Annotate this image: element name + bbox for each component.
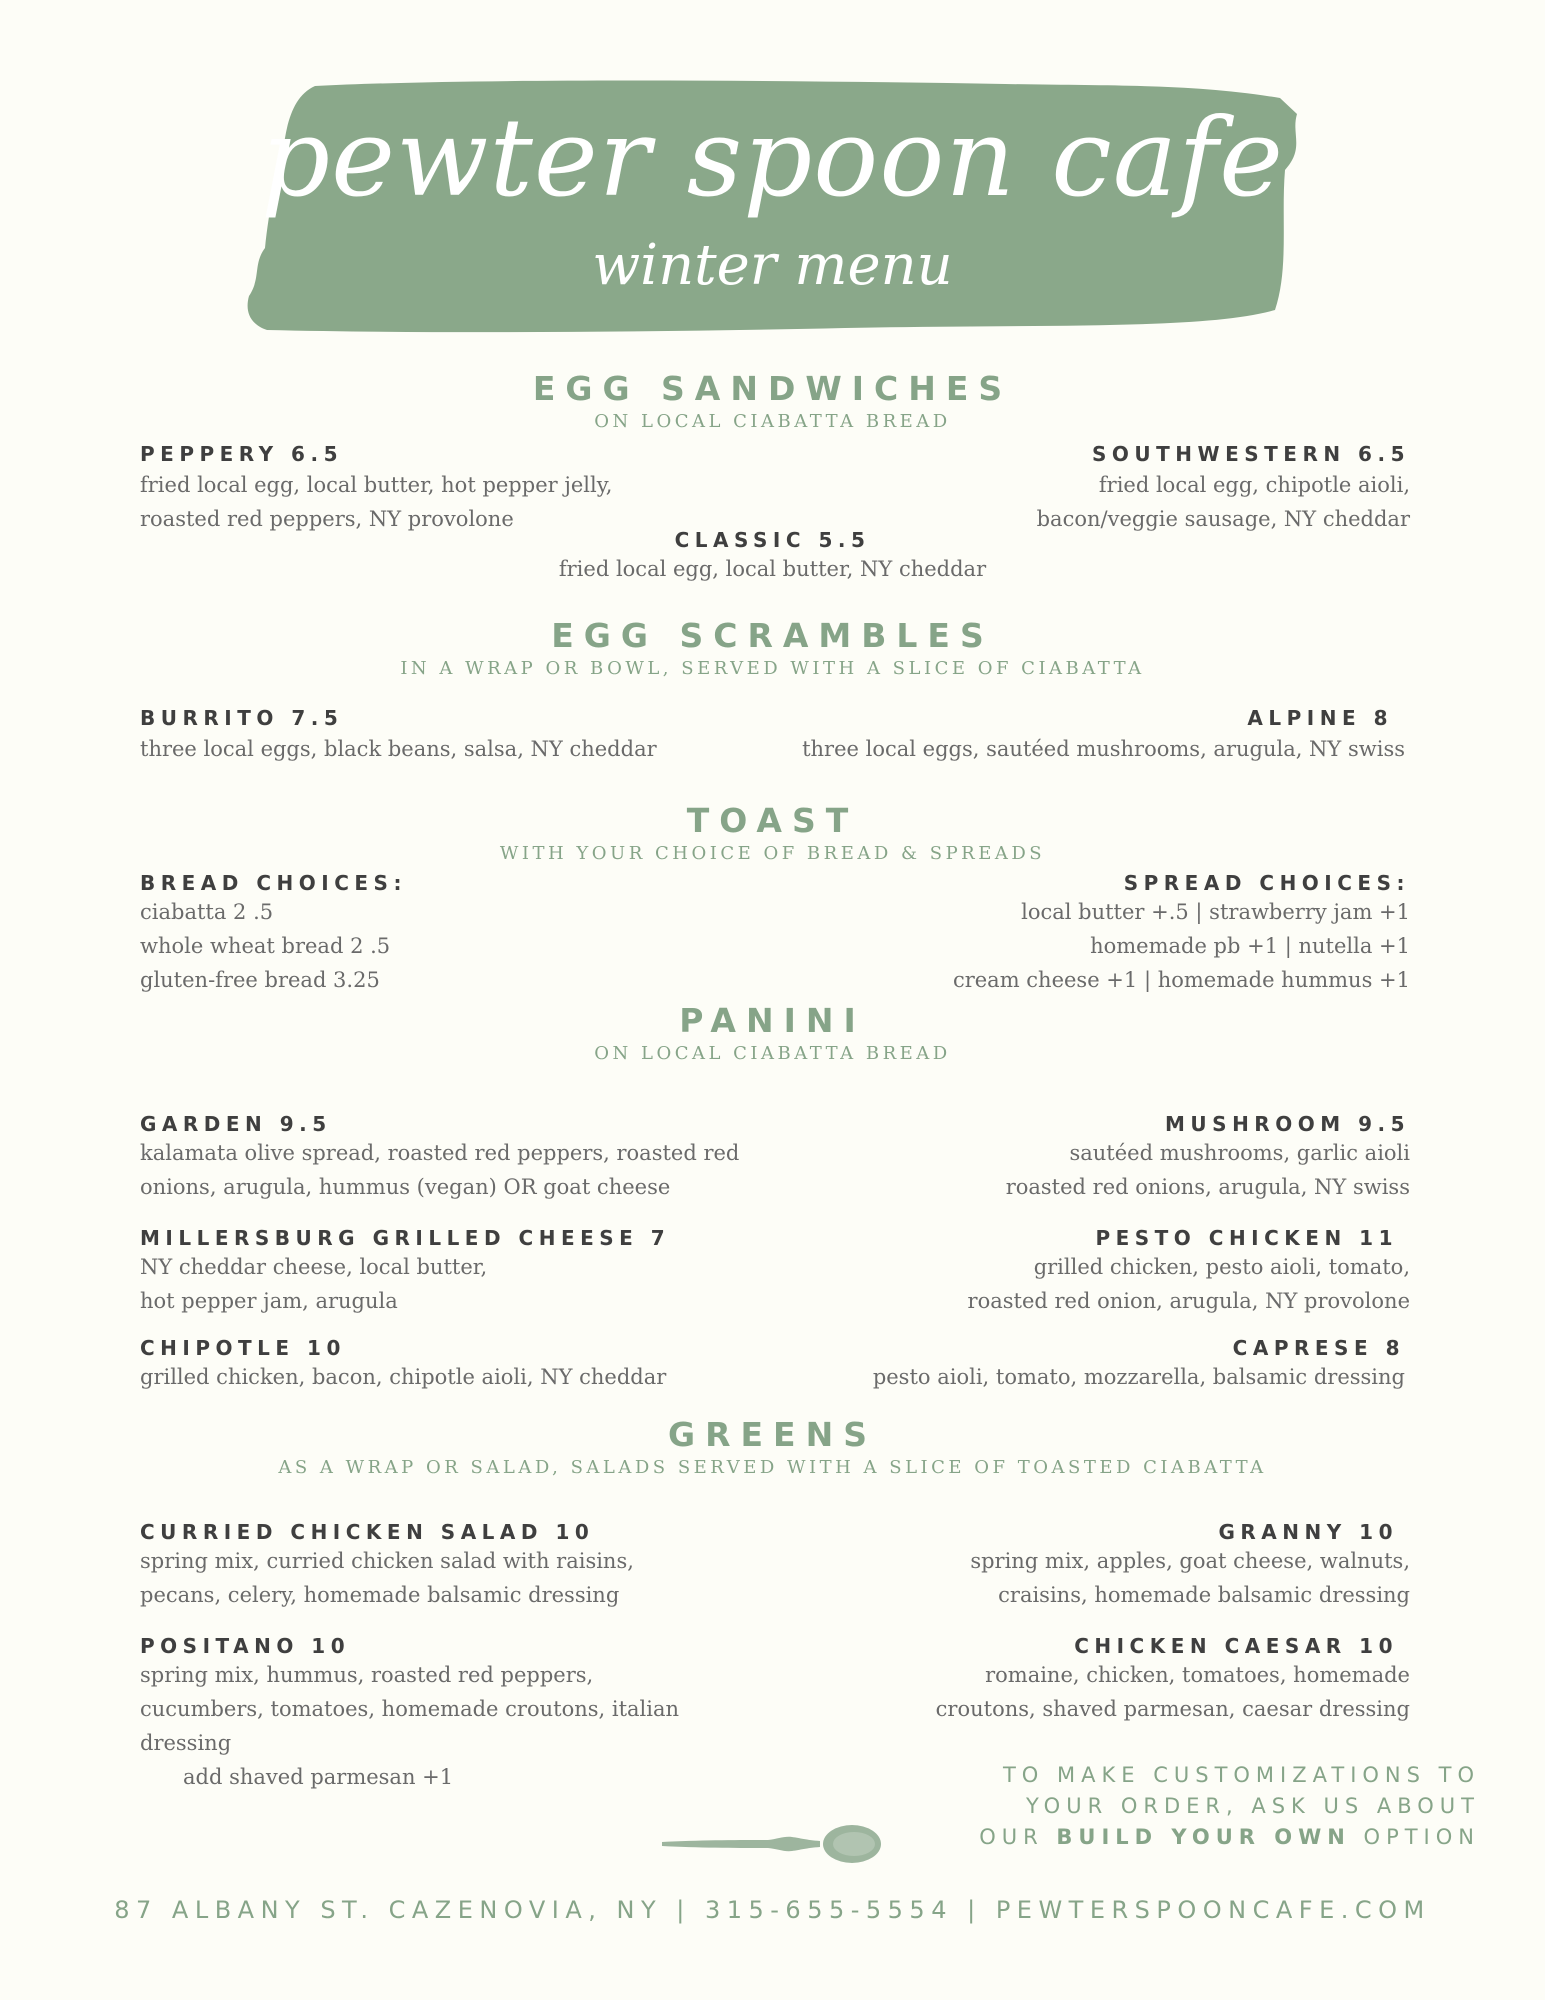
item-name: SOUTHWESTERN 6.5 [1092,442,1410,466]
section-subtitle-egg-sandwiches: ON LOCAL CIABATTA BREAD [594,411,951,432]
cafe-title: pewter spoon cafe [260,96,1284,221]
note-text: OUR [979,1825,1057,1849]
menu-item-caprese [873,1338,1405,1394]
note-line: YOUR ORDER, ASK US ABOUT [1026,1794,1480,1818]
item-name: GARDEN 9.5 [140,1112,332,1136]
item-name: CLASSIC 5.5 [674,528,871,552]
item-description: spring mix, curried chicken salad with raisins, [140,1549,634,1573]
menu-item-positano [140,1636,679,1794]
item-description: three local eggs, black beans, salsa, NY cheddar [140,737,657,761]
menu-item-classic [0,530,1545,586]
item-description: craisins, homemade balsamic dressing [998,1583,1410,1607]
section-subtitle-greens: AS A WRAP OR SALAD, SALADS SERVED WITH A SLICE OF TOASTED CIABATTA [278,1457,1267,1478]
menu-item-spread-choices [953,873,1410,997]
menu-item-millersburg [140,1228,670,1318]
item-description: sautéed mushrooms, garlic aioli [1069,1141,1410,1165]
item-description: fried local egg, local butter, hot pepper jelly, [140,473,613,497]
section-subtitle-egg-scrambles: IN A WRAP OR BOWL, SERVED WITH A SLICE OF CIABATTA [400,658,1145,679]
menu-item-garden [140,1114,739,1204]
item-description: cucumbers, tomatoes, homemade croutons, italian [140,1697,680,1721]
item-description: romaine, chicken, tomatoes, homemade [985,1663,1410,1687]
customization-note [979,1760,1480,1853]
item-name: MUSHROOM 9.5 [1165,1112,1410,1136]
menu-item-pesto-chicken [968,1228,1410,1318]
item-description: whole wheat bread 2 .5 [140,934,391,958]
item-description: kalamata olive spread, roasted red peppers, roasted red [140,1141,740,1165]
menu-item-peppery [140,444,612,536]
footer-contact: 87 ALBANY ST. CAZENOVIA, NY | 315-655-5554 | PEWTERSPOONCAFE.COM [114,1896,1431,1924]
build-your-own-highlight: BUILD YOUR OWN [1056,1825,1351,1849]
item-description: local butter +.5 | strawberry jam +1 [1021,900,1410,924]
item-name: BREAD CHOICES: [140,871,407,895]
item-description: homemade pb +1 | nutella +1 [1090,934,1410,958]
item-name: MILLERSBURG GRILLED CHEESE 7 [140,1226,671,1250]
item-name: CAPRESE 8 [1232,1336,1405,1360]
item-description: roasted red onions, arugula, NY swiss [1005,1175,1410,1199]
menu-item-burrito [140,708,657,766]
item-name: PESTO CHICKEN 11 [1095,1226,1398,1250]
item-description: pesto aioli, tomato, mozzarella, balsamic dressing [872,1365,1405,1389]
item-addon: add shaved parmesan +1 [183,1765,454,1789]
item-description: spring mix, hummus, roasted red peppers, [140,1663,594,1687]
item-description: NY cheddar cheese, local butter, [140,1255,488,1279]
item-name: GRANNY 10 [1218,1520,1398,1544]
item-description: bacon/veggie sausage, NY cheddar [1036,507,1410,531]
menu-item-curried-chicken-salad [140,1522,634,1612]
item-description: gluten-free bread 3.25 [140,968,380,992]
section-title-panini: PANINI [679,1001,866,1040]
item-description: hot pepper jam, arugula [140,1289,398,1313]
item-description: three local eggs, sautéed mushrooms, arugula, NY swiss [802,737,1405,761]
item-name: CHIPOTLE 10 [140,1336,346,1360]
menu-item-chipotle [140,1338,666,1394]
section-subtitle-panini: ON LOCAL CIABATTA BREAD [594,1043,951,1064]
section-title-greens: GREENS [668,1415,877,1454]
menu-item-granny [970,1522,1410,1612]
note-text: OPTION [1350,1825,1480,1849]
item-description: fried local egg, chipotle aioli, [1098,473,1410,497]
note-line [979,1822,1480,1853]
menu-subtitle: winter menu [592,233,953,298]
menu-item-chicken-caesar [936,1636,1410,1726]
menu-item-southwestern [1037,444,1410,536]
section-title-toast: TOAST [686,801,859,840]
section-subtitle-toast: WITH YOUR CHOICE OF BREAD & SPREADS [499,843,1046,864]
item-name: ALPINE 8 [1247,706,1393,730]
item-description: pecans, celery, homemade balsamic dressing [140,1583,620,1607]
menu-item-bread-choices [140,873,407,997]
menu-item-alpine [802,708,1405,766]
item-description: cream cheese +1 | homemade hummus +1 [952,968,1410,992]
item-name: CHICKEN CAESAR 10 [1074,1634,1398,1658]
item-description: roasted red onion, arugula, NY provolone [967,1289,1410,1313]
item-name: CURRIED CHICKEN SALAD 10 [140,1520,595,1544]
item-description: spring mix, apples, goat cheese, walnuts, [970,1549,1410,1573]
spoon-icon [660,1822,882,1866]
section-title-egg-scrambles: EGG SCRAMBLES [551,616,994,655]
note-line: TO MAKE CUSTOMIZATIONS TO [1002,1763,1480,1787]
section-title-egg-sandwiches: EGG SANDWICHES [532,369,1013,408]
item-description: dressing [140,1731,232,1755]
item-name: BURRITO 7.5 [140,706,344,730]
menu-item-mushroom [1006,1114,1410,1204]
item-description: onions, arugula, hummus (vegan) OR goat cheese [140,1175,671,1199]
item-description: grilled chicken, bacon, chipotle aioli, NY cheddar [140,1365,667,1389]
item-description: fried local egg, local butter, NY cheddar [558,557,987,581]
item-name: POSITANO 10 [140,1634,351,1658]
item-description: croutons, shaved parmesan, caesar dressing [935,1697,1410,1721]
item-description: roasted red peppers, NY provolone [140,507,514,531]
item-description: grilled chicken, pesto aioli, tomato, [1033,1255,1410,1279]
item-name: SPREAD CHOICES: [1123,871,1410,895]
item-name: PEPPERY 6.5 [140,442,343,466]
item-description: ciabatta 2 .5 [140,900,274,924]
